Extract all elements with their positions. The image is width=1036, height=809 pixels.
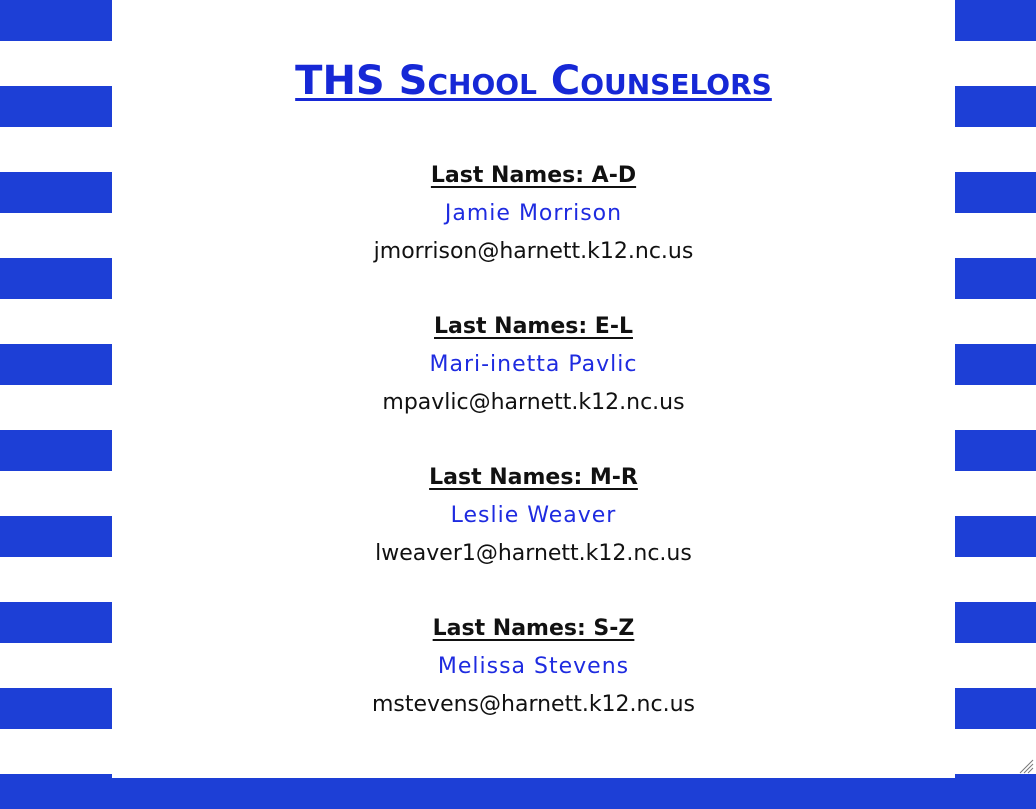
resize-handle-icon[interactable]: [1018, 758, 1034, 774]
group-heading: Last Names: S-Z: [432, 616, 635, 641]
content-panel: [112, 0, 955, 778]
counselor-email-link[interactable]: mpavlic@harnett.k12.nc.us: [382, 390, 685, 415]
counselor-group-m-r: [112, 459, 955, 573]
counselor-group-a-d: [112, 157, 955, 271]
counselor-name: Melissa Stevens: [437, 654, 630, 679]
counselor-email-link[interactable]: lweaver1@harnett.k12.nc.us: [375, 541, 692, 566]
bottom-bar: [0, 778, 1036, 809]
group-heading: Last Names: A-D: [430, 163, 637, 188]
counselor-group-s-z: [112, 610, 955, 724]
counselor-name: Mari-inetta Pavlic: [429, 352, 638, 377]
counselor-name: Jamie Morrison: [444, 201, 623, 226]
page-title: THS School Counselors: [295, 58, 772, 104]
left-stripe-border: [0, 0, 112, 778]
counselor-email-link[interactable]: jmorrison@harnett.k12.nc.us: [373, 239, 694, 264]
counselor-email-link[interactable]: mstevens@harnett.k12.nc.us: [372, 692, 695, 717]
group-heading: Last Names: E-L: [434, 314, 633, 339]
counselor-group-e-l: [112, 308, 955, 422]
counselor-name: Leslie Weaver: [450, 503, 617, 528]
group-heading: Last Names: M-R: [429, 465, 638, 490]
right-stripe-border: [955, 0, 1036, 778]
